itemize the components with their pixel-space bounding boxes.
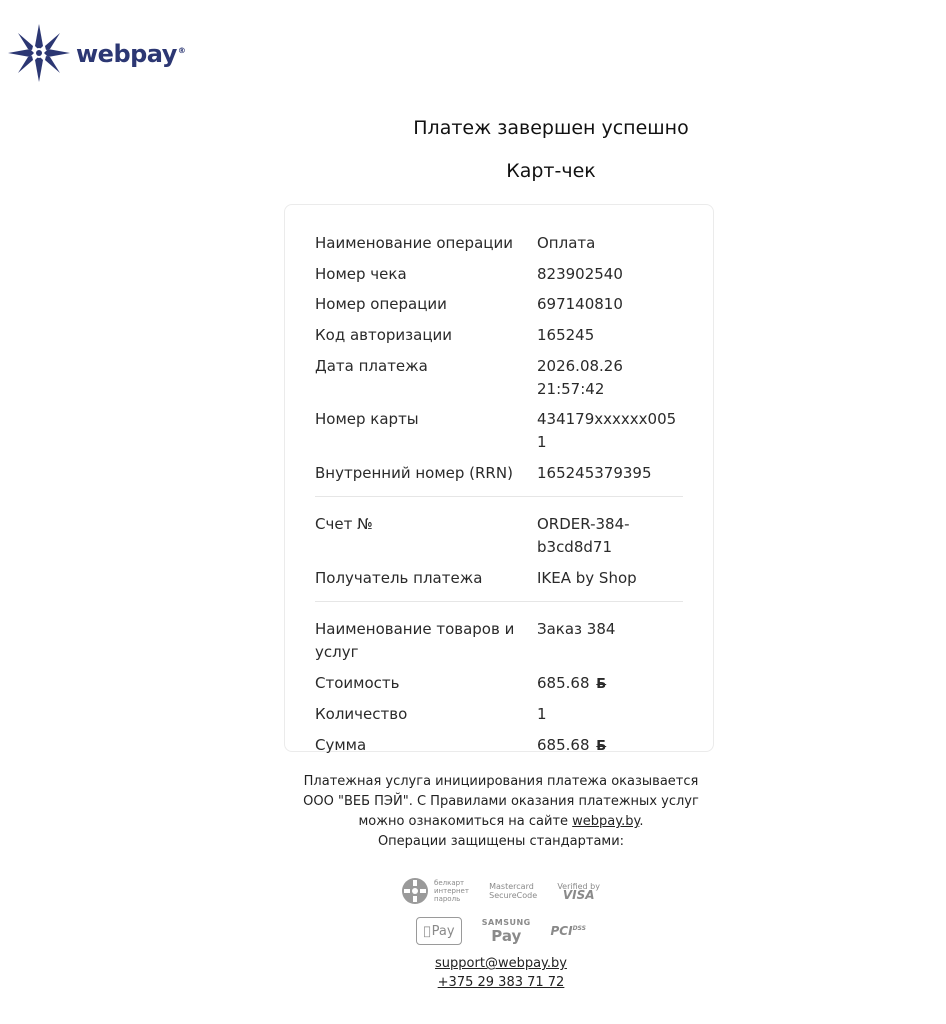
receipt-value: IKEA by Shop [537, 568, 637, 587]
receipt-value [537, 734, 685, 758]
verified-by-line: Verified by [557, 881, 600, 891]
dss-text: DSS [572, 925, 586, 932]
section-divider [315, 601, 683, 602]
receipt-label: Стоимость [315, 673, 400, 692]
currency-symbol: Б [596, 738, 607, 754]
webpay-site-link[interactable]: webpay.by [572, 814, 640, 829]
service-info-text: Платежная услуга инициирования платежа оказывается ООО "ВЕБ ПЭЙ". С Правилами оказания платежных услуг можно ознакомиться на сайте [303, 774, 699, 829]
receipt-label: Номер чека [315, 264, 407, 283]
receipt-value: Заказ 384 [537, 619, 616, 638]
receipt-label: Номер карты [315, 410, 419, 429]
receipt-value: 1 [537, 705, 547, 724]
goods-details [315, 618, 683, 758]
currency-symbol: Б [596, 676, 607, 692]
receipt-value: ORDER-384-b3cd8d71 [537, 515, 630, 557]
receipt-label: Получатель платежа [315, 568, 483, 587]
receipt-row-auth-code [315, 324, 683, 347]
belkart-line: интернет [434, 887, 469, 895]
receipt-row-card-number [315, 408, 683, 454]
receipt-row-recipient [315, 567, 683, 590]
receipt-row-goods-name [315, 618, 683, 664]
footer-legal-text [300, 772, 702, 852]
pci-text: PCI [550, 924, 573, 938]
receipt-row-price [315, 672, 683, 696]
security-badges-row-2 [416, 914, 586, 948]
belkart-text [434, 879, 469, 903]
belkart-line: пароль [434, 895, 461, 903]
samsung-pay-badge [482, 918, 531, 944]
webpay-logo-text: webpay® [76, 40, 186, 68]
receipt-label: Внутренний номер (RRN) [315, 464, 513, 483]
receipt-value: 165245379395 [537, 464, 652, 483]
apple-pay-badge [416, 917, 462, 945]
support-phone-link[interactable]: +375 29 383 71 72 [437, 975, 565, 990]
invoice-details [315, 513, 683, 590]
webpay-logo[interactable] [8, 24, 185, 82]
total-amount: 685.68 [537, 735, 590, 754]
mastercard-securecode-badge [489, 882, 537, 900]
support-email-link[interactable]: support@webpay.by [435, 956, 567, 971]
receipt-value: 434179xxxxxx0051 [537, 410, 677, 452]
samsung-pay-text: Pay [491, 927, 522, 945]
period: . [639, 814, 644, 829]
receipt-label: Наименование товаров и услуг [315, 619, 515, 661]
receipt-title: Карт-чек [506, 160, 596, 182]
pci-dss-badge [551, 924, 587, 938]
receipt-row-operation-number [315, 293, 683, 316]
receipt-row-rrn [315, 462, 683, 485]
receipt-value: 2026.08.26 21:57:42 [537, 356, 623, 398]
receipt-label: Сумма [315, 735, 367, 754]
receipt-row-invoice-number [315, 513, 683, 559]
support-contacts [300, 954, 702, 992]
price-amount: 685.68 [537, 673, 590, 692]
belkart-line: белкарт [434, 879, 465, 887]
receipt-card [284, 204, 714, 752]
verified-by-visa-badge [557, 882, 600, 901]
receipt-label: Номер операции [315, 295, 447, 314]
webpay-star-icon [8, 24, 70, 82]
receipt-label: Наименование операции [315, 234, 513, 252]
receipt-value: 823902540 [537, 264, 623, 283]
apple-icon [423, 924, 430, 938]
belkart-icon [400, 876, 430, 906]
receipt-value: 165245 [537, 326, 595, 345]
receipt-row-check-number [315, 263, 683, 286]
section-divider [315, 496, 683, 497]
receipt-label: Счет № [315, 515, 373, 534]
receipt-row-payment-date [315, 355, 683, 401]
payment-status-title: Платеж завершен успешно [413, 117, 689, 139]
apple-pay-text: Pay [428, 923, 451, 939]
receipt-value [537, 672, 685, 696]
visa-line: VISA [562, 887, 595, 902]
receipt-value: Оплата [537, 234, 596, 252]
securecode-line: SecureCode [489, 891, 538, 900]
operation-details [315, 232, 683, 485]
mastercard-line: Mastercard [489, 882, 534, 891]
receipt-value: 697140810 [537, 295, 623, 314]
receipt-row-quantity [315, 703, 683, 726]
security-badges-row-1 [400, 874, 600, 908]
receipt-row-operation-name [315, 232, 683, 255]
security-standards-text: Операции защищены стандартами: [377, 834, 625, 849]
samsung-text: SAMSUNG [481, 918, 531, 927]
receipt-label: Код авторизации [315, 326, 453, 345]
receipt-row-total [315, 734, 683, 758]
belkart-badge [400, 876, 469, 906]
receipt-label: Дата платежа [315, 356, 428, 375]
receipt-label: Количество [315, 705, 408, 724]
